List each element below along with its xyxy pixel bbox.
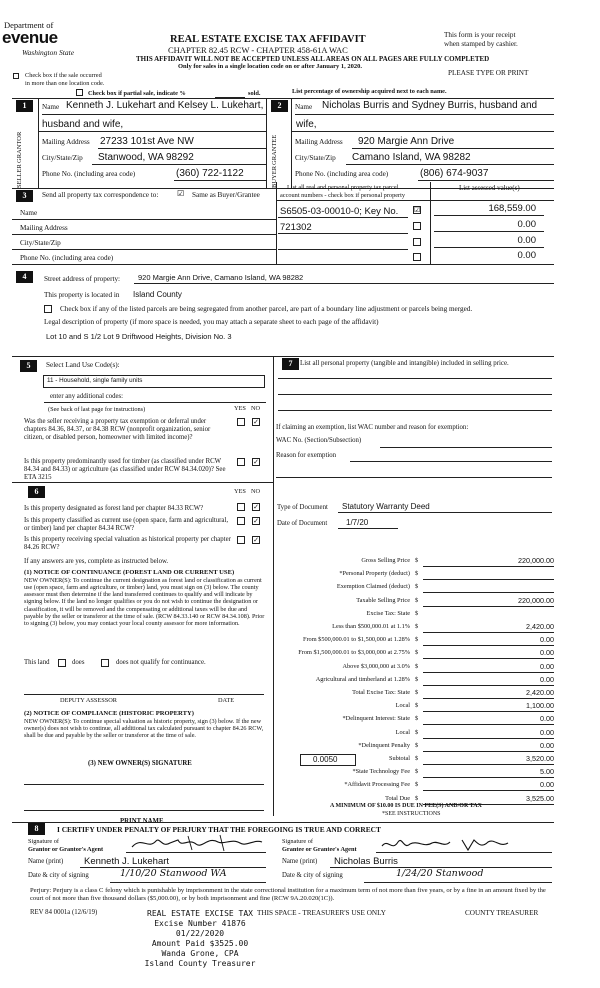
- located-label: This property is located in: [44, 291, 120, 299]
- send-correspondence-label: Send all property tax correspondence to:: [42, 191, 159, 199]
- same-as-buyer-label: Same as Buyer/Grantee: [192, 191, 260, 199]
- rule: [423, 764, 554, 765]
- section-7-badge: 7: [282, 358, 299, 370]
- dor-logo: [0, 20, 100, 60]
- rule: [24, 784, 264, 785]
- parcel-assessed-value: 0.00: [517, 219, 536, 230]
- multi-location-label-2: in more than one location code.: [25, 80, 105, 87]
- rule: [98, 148, 266, 149]
- local-rate: 0.0050: [313, 755, 338, 764]
- rule: [418, 180, 554, 181]
- see-back-note: (See back of last page for instructions): [48, 406, 146, 413]
- county-treasurer-label: COUNTY TREASURER: [465, 909, 539, 917]
- calc-row-amount: 5.00: [540, 767, 554, 777]
- calc-dollar-sign: $: [415, 596, 419, 604]
- rule: [423, 606, 554, 607]
- form-subnotice: Only for sales in a single location code on or after January 1, 2020.: [178, 63, 362, 70]
- perjury-statement: Perjury: Perjury is a class C felony which is punishable by imprisonment in the state correctional institution for a maximum term of not more than five years, or by a fine in an amount fixed by the court of not more than five thousand dollars ($5,000.00), or by both imprisonment and fine (RCW 9A.20.020(1C)).: [30, 887, 546, 902]
- does-checkbox[interactable]: [58, 659, 66, 667]
- rule: [423, 698, 554, 699]
- stamp-line: Wanda Grone, CPA: [161, 949, 239, 958]
- calc-row-amount: 2,420.00: [526, 622, 554, 631]
- receipt-note-2: when stamped by cashier.: [444, 40, 518, 48]
- multi-location-checkbox[interactable]: [13, 73, 19, 79]
- rule: [423, 632, 554, 633]
- county: Island County: [133, 290, 182, 299]
- rule: [291, 98, 292, 188]
- rule: [276, 182, 277, 264]
- calc-row-label: Less than $500,000.01 at 1.1%: [332, 623, 410, 630]
- same-as-buyer-checkbox[interactable]: ☑: [177, 189, 185, 198]
- calc-dollar-sign: $: [415, 741, 419, 749]
- rule: [12, 234, 276, 235]
- stamp-line: 01/22/2020: [175, 929, 225, 938]
- treasurer-stamp: [130, 909, 270, 969]
- notice1-title: (1) NOTICE OF CONTINUANCE (FOREST LAND OR CURRENT USE): [24, 569, 235, 576]
- seller-name-2: husband and wife,: [42, 119, 124, 130]
- calc-row-label: Taxable Selling Price: [356, 596, 410, 604]
- rule: [278, 233, 408, 234]
- rule: [423, 579, 554, 580]
- rule: [42, 114, 266, 115]
- legal-label: Legal description of property (if more space is needed, you may attach a separate sheet to each page of the affidavit): [44, 318, 379, 326]
- rule: [346, 164, 554, 165]
- notice2-title: (2) NOTICE OF COMPLIANCE (HISTORIC PROPERTY): [24, 710, 194, 717]
- calc-dollar-sign: $: [415, 636, 419, 644]
- buyer-mailing: 920 Margie Ann Drive: [358, 136, 455, 147]
- seller-mailing-label: Mailing Address: [42, 138, 90, 146]
- rule: [423, 592, 554, 593]
- seller-city: Stanwood, WA 98292: [98, 152, 194, 163]
- calc-dollar-sign: $: [415, 623, 419, 630]
- forest-no[interactable]: ✓: [253, 503, 259, 511]
- q-forest: Is this property designated as forest land per chapter 84.33 RCW?: [24, 505, 204, 512]
- parcel-personal-checkbox[interactable]: [413, 253, 421, 261]
- calc-row-amount: 0.00: [540, 780, 554, 790]
- calc-dollar-sign: $: [415, 715, 419, 723]
- rule: [423, 658, 554, 659]
- calc-row-label: *Personal Property (deduct): [339, 570, 410, 578]
- calc-dollar-sign: $: [415, 662, 419, 670]
- print-note: PLEASE TYPE OR PRINT: [448, 69, 529, 77]
- calc-row-label: Agricultural and timberland at 1.28%: [315, 675, 410, 683]
- calc-dollar-sign: $: [415, 702, 419, 710]
- grantor-name-label: Name (print): [28, 858, 64, 865]
- exemption-no[interactable]: ✓: [253, 418, 259, 426]
- stamp-line: REAL ESTATE EXCISE TAX: [147, 909, 253, 918]
- rule: [380, 447, 552, 448]
- q-current-use: Is this property classified as current use (open space, farm and agricultural, or timber) land per chapter 84.34 RCW?: [24, 517, 229, 532]
- if-yes-note: If any answers are yes, complete as instructed below.: [24, 558, 169, 565]
- rule: [423, 751, 554, 752]
- grantor-signature[interactable]: [128, 832, 268, 854]
- rule: [44, 402, 266, 403]
- rule: [110, 882, 266, 883]
- calc-row-label: Subtotal: [389, 755, 410, 762]
- rule: [423, 711, 554, 712]
- grantor-date-city: 1/10/20 Stanwood WA: [120, 868, 227, 879]
- yes-header: YES: [234, 405, 246, 412]
- reason-label: Reason for exemption: [276, 452, 337, 459]
- calc-row-label: Above $3,000,000 at 3.0%: [342, 662, 410, 670]
- calc-row-label: *Delinquent Interest: State: [342, 715, 410, 723]
- rule: [266, 98, 267, 188]
- form-title: REAL ESTATE EXCISE TAX AFFIDAVIT: [170, 34, 366, 45]
- grantee-date-city: 1/24/20 Stanwood: [396, 868, 484, 879]
- calc-row-amount: 0.00: [540, 740, 554, 750]
- buyer-phone: (806) 674-9037: [420, 168, 489, 179]
- rule: [278, 394, 552, 395]
- notice1-body: NEW OWNER(S): To continue the current designation as forest land or classification as current use (open space, farm and agriculture, or timber) land, you must sign on (3) below. The county assessor must then determine if the land transferred continues to qualify and will indicate by signing below. If the land no longer qualifies or you do not wish to continue the designation or classification, it will be removed and the compensating or additional taxes will be due and payable by the seller or transferor at the time of sale. (RCW 84.33.140 or RCW 84.34.108). Prior to signing (3) below, you may contact your local county assessor for more information.: [24, 577, 265, 627]
- calc-row-label: *State Technology Fee: [352, 768, 410, 776]
- timber-no[interactable]: ✓: [253, 458, 259, 466]
- s3-name-label: Name: [20, 209, 38, 217]
- buyer-side-1: BUYER: [271, 165, 278, 188]
- rule: [278, 217, 408, 218]
- grantee-sig-label-1: Signature of: [282, 838, 313, 845]
- calc-row-amount: 3,525.00: [526, 793, 554, 803]
- section-1-badge: 1: [16, 100, 33, 112]
- rule: [12, 356, 554, 357]
- calc-row-label: Excise Tax: State: [366, 609, 410, 617]
- calc-row-amount: 0.00: [540, 635, 554, 645]
- rule: [276, 200, 554, 201]
- section-8-badge: 8: [28, 823, 45, 835]
- rule: [338, 528, 398, 529]
- calc-row-label: Total Excise Tax: State: [352, 689, 410, 696]
- sold-label: sold.: [248, 90, 261, 97]
- calc-row-amount: 0.00: [540, 648, 554, 658]
- calc-dollar-sign: $: [415, 689, 419, 696]
- assessed-header: List assessed value(s): [459, 184, 520, 192]
- stamp-line: Excise Number 41876: [154, 919, 246, 928]
- does-not-label: does not qualify for continuance.: [116, 659, 206, 666]
- buyer-side-label: [271, 118, 291, 188]
- rule: [423, 738, 554, 739]
- rule: [423, 645, 554, 646]
- parcel-number: S6505-03-00010-0; Key No.: [280, 206, 399, 217]
- partial-sale-label: Check box if partial sale, indicate %: [88, 90, 186, 97]
- rule: [278, 410, 552, 411]
- rule: [423, 790, 554, 791]
- doc-date-label: Date of Document: [277, 520, 328, 527]
- calc-row-amount: 1,100.00: [526, 701, 554, 711]
- current-use-yes[interactable]: [237, 517, 245, 525]
- grantor-sig-label-1: Signature of: [28, 838, 59, 845]
- legal-description: Lot 10 and S 1/2 Lot 9 Driftwood Heights, Division No. 3: [46, 332, 232, 341]
- rule: [434, 247, 544, 248]
- form-number: REV 84 0001a (12/6/19): [30, 909, 98, 916]
- rule: [174, 180, 266, 181]
- land-use-label: Select Land Use Code(s):: [46, 361, 120, 369]
- logo-sub: Washington State: [22, 48, 75, 57]
- stamp-line: Island County Treasurer: [144, 959, 256, 968]
- buyer-side-2: GRANTEE: [271, 134, 278, 165]
- calc-row-amount: 0.00: [540, 661, 554, 671]
- grantee-date-label: Date & city of signing: [282, 872, 343, 879]
- assessor-date-label: DATE: [218, 697, 235, 704]
- rule: [134, 283, 554, 284]
- segregated-label: Check box if any of the listed parcels are being segregated from another parcel, are part of a boundary line adjustment or parcels being merged.: [60, 305, 473, 313]
- calc-dollar-sign: $: [415, 794, 419, 802]
- additional-codes-label: enter any additional codes:: [50, 393, 124, 400]
- calc-dollar-sign: $: [415, 609, 419, 617]
- calc-row-label: *Affidavit Processing Fee: [344, 781, 410, 789]
- calc-dollar-sign: $: [415, 557, 419, 564]
- rule: [434, 231, 544, 232]
- rule: [364, 882, 552, 883]
- rule: [38, 131, 266, 132]
- s3-city-label: City/State/Zip: [20, 239, 61, 247]
- no-header: NO: [251, 405, 261, 412]
- buyer-city-label: City/State/Zip: [295, 154, 336, 162]
- land-use-select[interactable]: [43, 375, 265, 388]
- calc-row-amount: 220,000.00: [518, 556, 554, 565]
- rule: [12, 264, 554, 265]
- calc-row-label: From $1,500,000.01 to $3,000,000 at 2.75%: [298, 649, 410, 657]
- calc-row-amount: 0.00: [540, 674, 554, 684]
- forest-yes[interactable]: [237, 503, 245, 511]
- doc-date: 1/7/20: [346, 518, 369, 527]
- section-2-badge: 2: [271, 100, 288, 112]
- rule: [24, 694, 264, 695]
- rule: [423, 777, 554, 778]
- deputy-assessor-label: DEPUTY ASSESSOR: [60, 697, 117, 704]
- land-use-value: 11 - Household, single family units: [47, 377, 143, 384]
- parcel-assessed-value: 0.00: [517, 250, 536, 261]
- see-instructions: *SEE INSTRUCTIONS: [382, 811, 441, 817]
- parcel-number: 721302: [280, 222, 312, 233]
- street-label: Street address of property:: [44, 275, 121, 283]
- segregated-checkbox[interactable]: [44, 305, 52, 313]
- section-4-badge: 4: [16, 271, 33, 283]
- buyer-phone-label: Phone No. (including area code): [295, 170, 389, 178]
- local-rate-box: [300, 754, 356, 766]
- street-address: 920 Margie Ann Drive, Camano Island, WA 98282: [138, 273, 304, 282]
- section-6-badge: 6: [28, 486, 45, 498]
- calc-dollar-sign: $: [415, 570, 419, 578]
- rule: [12, 98, 554, 99]
- rule: [434, 215, 544, 216]
- buyer-name-1: Nicholas Burris and Sydney Burris, husband and: [322, 100, 538, 111]
- seller-city-label: City/State/Zip: [42, 154, 83, 162]
- rule: [12, 219, 276, 220]
- rule: [38, 98, 39, 188]
- parcel-personal-checkbox[interactable]: [413, 238, 421, 246]
- s3-mailing-label: Mailing Address: [20, 224, 68, 232]
- current-use-no[interactable]: ✓: [253, 517, 259, 525]
- rule: [423, 685, 554, 686]
- s3-phone-label: Phone No. (including area code): [20, 254, 114, 262]
- calc-dollar-sign: $: [415, 728, 419, 736]
- buyer-city: Camano Island, WA 98282: [352, 152, 471, 163]
- calc-row-amount: 0.00: [540, 714, 554, 724]
- q-historic: Is this property receiving special valuation as historical property per chapter 84.26 RCW?: [24, 536, 231, 551]
- this-land-label: This land: [24, 659, 50, 666]
- rule: [376, 852, 552, 853]
- doc-type-label: Type of Document: [277, 504, 328, 511]
- form-notice: THIS AFFIDAVIT WILL NOT BE ACCEPTED UNLESS ALL AREAS ON ALL PAGES ARE FULLY COMPLETED: [136, 55, 490, 63]
- rule: [350, 461, 552, 462]
- calc-row-label: Local: [395, 728, 410, 736]
- parcel-header-2: account numbers - check box if personal property: [280, 192, 406, 199]
- calc-row-label: *Delinquent Penalty: [358, 741, 410, 749]
- grantee-name-label: Name (print): [282, 858, 318, 865]
- personal-property-label: List all personal property (tangible and intangible) included in selling price.: [300, 360, 509, 367]
- seller-side-label: [16, 118, 36, 188]
- rule: [423, 566, 554, 567]
- buyer-mailing-label: Mailing Address: [295, 138, 343, 146]
- rule: [295, 114, 554, 115]
- q-exemption: Was the seller receiving a property tax exemption or deferral under chapters 84.36, 84.37, or 84.38 RCW (nonprofit organization, senior citizen, or disabled person, homeowner with limited income)?: [24, 418, 211, 441]
- minimum-note: A MINIMUM OF $10.00 IS DUE IN FEE(S) AND/OR TAX: [330, 803, 482, 809]
- rule: [126, 852, 266, 853]
- rule: [278, 249, 408, 250]
- rule: [278, 378, 552, 379]
- calc-row-amount: 0.00: [540, 727, 554, 737]
- section-3-badge: 3: [16, 190, 33, 202]
- does-label: does: [72, 659, 85, 666]
- calc-row-label: Total Due: [385, 794, 410, 802]
- parcel-personal-checkbox[interactable]: ☑: [414, 206, 421, 214]
- calc-row-label: Local: [395, 702, 410, 710]
- seller-name-1: Kenneth J. Lukehart and Kelsey L. Lukehart,: [66, 100, 264, 111]
- historic-no[interactable]: ✓: [253, 536, 259, 544]
- grantee-sig-label-2: Grantee or Grantee's Agent: [282, 846, 357, 853]
- exemption-yes[interactable]: [237, 418, 245, 426]
- partial-sale-checkbox[interactable]: [76, 89, 83, 96]
- calc-row-amount: 2,420.00: [526, 688, 554, 697]
- seller-side-2: GRANTOR: [16, 131, 23, 164]
- logo-top: Department of: [4, 20, 54, 30]
- buyer-name-label: Name: [295, 103, 313, 111]
- doc-type: Statutory Warranty Deed: [342, 502, 430, 511]
- grantor-sig-label-2: Grantor or Grantor's Agent: [28, 846, 104, 853]
- rule: [352, 148, 554, 149]
- parcel-assessed-value: 168,559.00: [488, 203, 536, 214]
- calc-dollar-sign: $: [415, 649, 419, 657]
- grantor-print-name: Kenneth J. Lukehart: [84, 856, 170, 867]
- calc-row-label: From $500,000.01 to $1,500,000 at 1.28%: [302, 636, 410, 644]
- rule: [423, 672, 554, 673]
- calc-dollar-sign: $: [415, 675, 419, 683]
- q-timber: Is this property predominantly used for timber (as classified under RCW 84.34 and 84.33) or agriculture (as classified under RCW 84.34.020)? See ETA 3215: [24, 458, 226, 481]
- rule: [12, 482, 273, 483]
- calc-dollar-sign: $: [415, 583, 419, 591]
- parcel-assessed-value: 0.00: [517, 235, 536, 246]
- logo-word: evenue: [2, 28, 58, 47]
- rule: [273, 356, 274, 816]
- seller-phone-label: Phone No. (including area code): [42, 170, 136, 178]
- rule: [12, 822, 554, 823]
- seller-phone: (360) 722-1122: [176, 168, 244, 179]
- seller-side-1: SELLER: [16, 164, 23, 188]
- historic-yes[interactable]: [237, 536, 245, 544]
- exemption-claim-label: If claiming an exemption, list WAC number and reason for exemption:: [276, 424, 469, 431]
- multi-location-label-1: Check box if the sale occurred: [25, 72, 102, 79]
- calc-dollar-sign: $: [415, 768, 419, 776]
- rule: [12, 249, 276, 250]
- rule: [338, 512, 552, 513]
- percentage-note: List percentage of ownership acquired next to each name.: [292, 88, 447, 95]
- notice2-body: NEW OWNER(S): To continue special valuation as historic property, sign (3) below. If the new owner(s) does not wish to continue, all additional tax calculated pursuant to chapter 84.26 RCW, shall be due and payable by the seller or transferor at the time of sale.: [24, 718, 264, 740]
- does-not-checkbox[interactable]: [101, 659, 109, 667]
- rule: [276, 477, 552, 478]
- stamp-line: Amount Paid $3525.00: [151, 939, 249, 948]
- new-owner-sig-label: (3) NEW OWNER(S) SIGNATURE: [88, 760, 192, 767]
- grantee-print-name: Nicholas Burris: [334, 856, 398, 867]
- seller-mailing: 27233 101st Ave NW: [100, 136, 194, 147]
- rule: [24, 810, 264, 811]
- rule: [423, 724, 554, 725]
- buyer-name-2: wife,: [296, 119, 317, 130]
- rule: [291, 131, 554, 132]
- certify-statement: I CERTIFY UNDER PENALTY OF PERJURY THAT THE FOREGOING IS TRUE AND CORRECT: [57, 825, 381, 834]
- parcel-personal-checkbox[interactable]: [413, 222, 421, 230]
- rule: [430, 182, 431, 264]
- calc-row-amount: 3,520.00: [526, 754, 554, 763]
- receipt-note-1: This form is your receipt: [444, 31, 516, 39]
- s6-no-header: NO: [251, 488, 261, 495]
- calc-row-amount: 220,000.00: [518, 595, 554, 605]
- seller-name-label: Name: [42, 103, 60, 111]
- calc-dollar-sign: $: [415, 755, 419, 762]
- treasurer-use-label: THIS SPACE - TREASURER'S USE ONLY: [257, 909, 386, 917]
- grantor-date-label: Date & city of signing: [28, 872, 89, 879]
- calc-row-label: Gross Selling Price: [361, 557, 410, 564]
- print-name-label: PRINT NAME: [120, 818, 164, 825]
- parcel-header-1: List all real and personal property tax parcel: [287, 184, 399, 191]
- wac-label: WAC No. (Section/Subsection): [276, 437, 362, 444]
- form-chapters: CHAPTER 82.45 RCW - CHAPTER 458-61A WAC: [168, 45, 348, 55]
- rule: [92, 164, 266, 165]
- timber-yes[interactable]: [237, 458, 245, 466]
- s6-yes-header: YES: [234, 488, 246, 495]
- calc-dollar-sign: $: [415, 781, 419, 789]
- section-5-badge: 5: [20, 360, 37, 372]
- calc-row-label: Exemption Claimed (deduct): [336, 583, 410, 591]
